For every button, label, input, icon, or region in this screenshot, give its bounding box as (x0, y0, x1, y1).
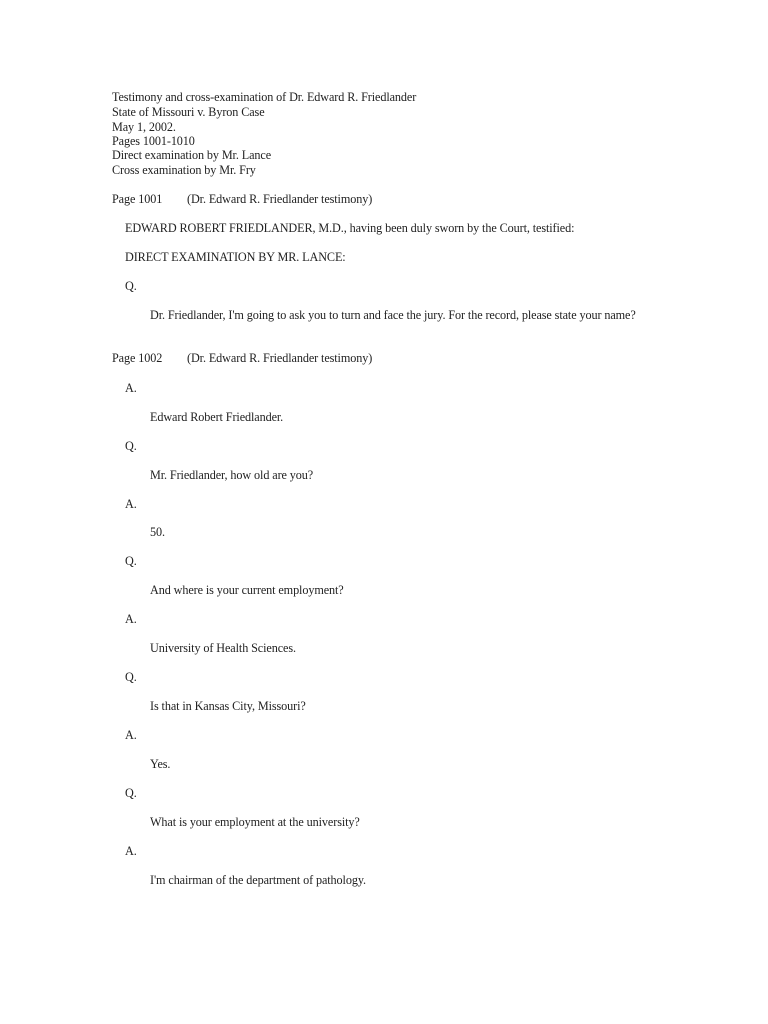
header-cross: Cross examination by Mr. Fry (112, 163, 256, 177)
header-date: May 1, 2002. (112, 120, 176, 134)
speaker-label: Q. (125, 786, 137, 800)
page-number: Page 1001 (112, 192, 163, 206)
speaker-label: A. (125, 844, 137, 858)
answer-text: Edward Robert Friedlander. (150, 410, 284, 424)
speaker-label: A. (125, 381, 137, 395)
speaker-label: Q. (125, 670, 137, 684)
speaker-label: Q. (125, 439, 137, 453)
answer-text: Yes. (150, 757, 171, 771)
speaker-label: A. (125, 728, 137, 742)
page-caption: (Dr. Edward R. Friedlander testimony) (187, 351, 373, 365)
speaker-label: A. (125, 612, 137, 626)
question-text: And where is your current employment? (150, 583, 344, 597)
page-caption: (Dr. Edward R. Friedlander testimony) (187, 192, 373, 206)
question-text: Dr. Friedlander, I'm going to ask you to turn and face the jury. For the record, please state your name? (150, 308, 636, 322)
speaker-label: Q. (125, 279, 137, 293)
direct-examination-heading: DIRECT EXAMINATION BY MR. LANCE: (125, 250, 346, 264)
header-title: Testimony and cross-examination of Dr. Edward R. Friedlander (112, 90, 417, 104)
answer-text: 50. (150, 525, 165, 539)
question-text: Is that in Kansas City, Missouri? (150, 699, 306, 713)
question-text: Mr. Friedlander, how old are you? (150, 468, 314, 482)
sworn-statement: EDWARD ROBERT FRIEDLANDER, M.D., having been duly sworn by the Court, testified: (125, 221, 575, 235)
answer-text: University of Health Sciences. (150, 641, 296, 655)
header-direct: Direct examination by Mr. Lance (112, 148, 272, 162)
question-text: What is your employment at the university? (150, 815, 360, 829)
header-case: State of Missouri v. Byron Case (112, 105, 265, 119)
answer-text: I'm chairman of the department of pathology. (150, 873, 366, 887)
speaker-label: Q. (125, 554, 137, 568)
page-number: Page 1002 (112, 351, 163, 365)
speaker-label: A. (125, 497, 137, 511)
header-pages: Pages 1001-1010 (112, 134, 195, 148)
